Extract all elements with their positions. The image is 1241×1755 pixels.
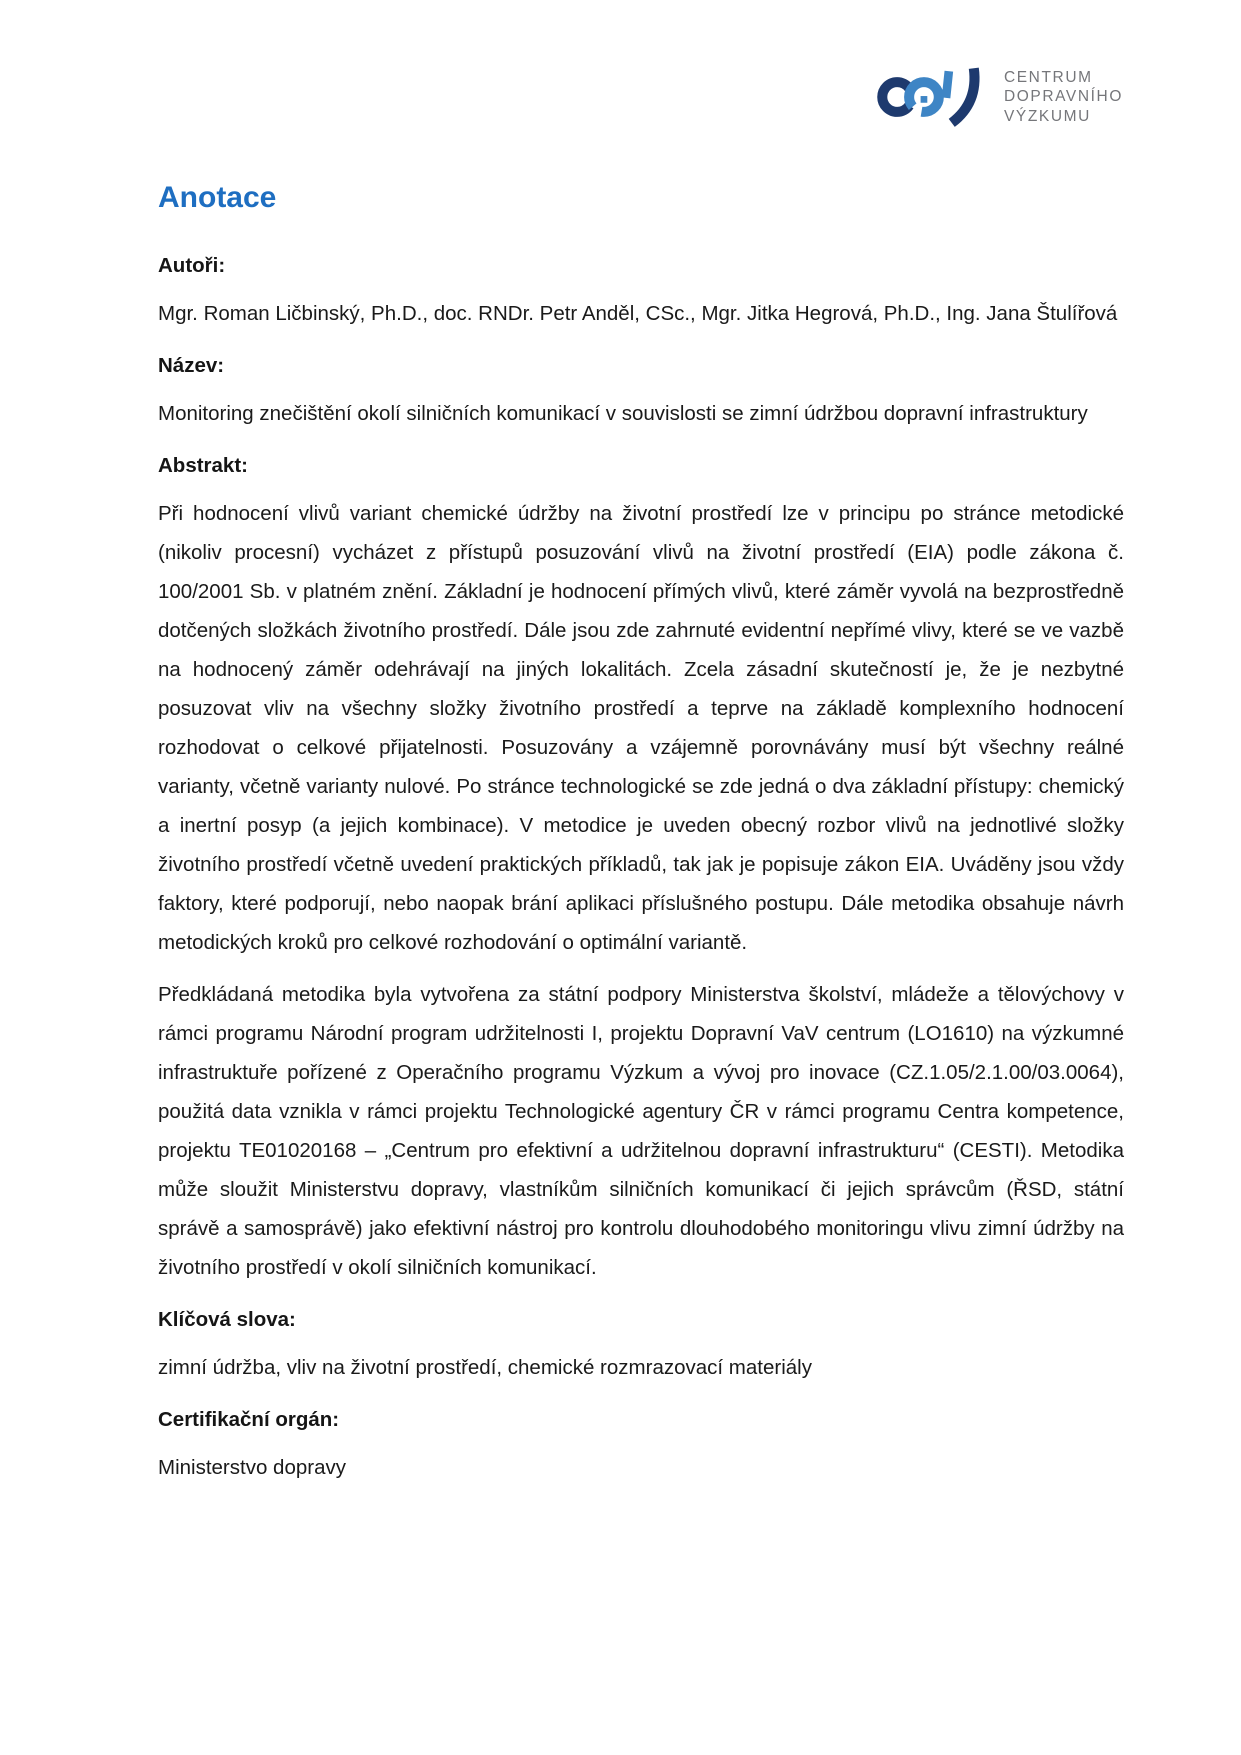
logo-line-3: VÝZKUMU [1003,107,1091,125]
section-title [158,346,1124,433]
section-keywords [158,1300,1124,1387]
cdv-logo-wordmark [1004,68,1123,127]
page-title: Anotace [158,181,277,214]
title-heading: Název: [158,354,225,377]
cdv-logo-icon [877,58,992,136]
section-certification [158,1400,1124,1487]
section-abstract [158,446,1124,1287]
abstract-heading: Abstrakt: [158,454,248,477]
certification-text: Ministerstvo dopravy [158,1456,346,1479]
abstract-paragraph-1: Při hodnocení vlivů variant chemické údržby na životní prostředí lze v principu po stránce metodické (nikoliv procesní) vycházet z přístupů posuzování vlivů na životní prostředí (EIA) podle zákona č. 100/2001 Sb. v platném znění. Základní je hodnocení přímých vlivů, které záměr vyvolá na bezprostředně dotčených složkách životního prostředí. Dále jsou zde zahrnuté evidentní nepřímé vlivy, které se ve vazbě na hodnocený záměr odehrávají na jiných lokalitách. Zcela zásadní skutečností je, že je nezbytné posuzovat vliv na všechny složky životního prostředí a teprve na základě komplexního hodnocení rozhodovat o celkové přijatelnosti. Posuzovány a vzájemně porovnávány musí být všechny reálné varianty, včetně varianty nulové. Po stránce technologické se zde jedná o dva základní přístupy: chemický a inertní posyp (a jejich kombinace). V metodice je uveden obecný rozbor vlivů na jednotlivé složky životního prostředí včetně uvedení praktických příkladů, tak jak je popisuje zákon EIA. Uváděny jsou vždy faktory, které podporují, nebo naopak brání aplikaci příslušného postupu. Dále metodika obsahuje návrh metodických kroků pro celkové rozhodování o optimální variantě. [158,502,1124,954]
document-content [158,180,1124,1500]
abstract-paragraph-2: Předkládaná metodika byla vytvořena za státní podpory Ministerstva školství, mládeže a tělovýchovy v rámci programu Národní program udržitelnosti I, projektu Dopravní VaV centrum (LO1610) na výzkumné infrastruktuře pořízené z Operačního programu Výzkum a vývoj pro inovace (CZ.1.05/2.1.00/03.0064), použitá data vznikla v rámci projektu Technologické agentury ČR v rámci programu Centra kompetence, projektu TE01020168 – „Centrum pro efektivní a udržitelnou dopravní infrastrukturu“ (CESTI). Metodika může sloužit Ministerstvu dopravy, vlastníkům silničních komunikací či jejich správcům (ŘSD, státní správě a samosprávě) jako efektivní nástroj pro kontrolu dlouhodobého monitoringu vlivu zimní údržby na životního prostředí v okolí silničních komunikací. [158,983,1124,1279]
authors-text: Mgr. Roman Ličbinský, Ph.D., doc. RNDr. Petr Anděl, CSc., Mgr. Jitka Hegrová, Ph.D., Ing. Jana Štulířová [158,302,1118,325]
logo-line-1: CENTRUM [1003,68,1093,86]
keywords-heading: Klíčová slova: [158,1308,296,1331]
certification-heading: Certifikační orgán: [158,1408,340,1431]
section-authors [158,246,1124,333]
logo-line-2: DOPRAVNÍHO [1003,88,1123,106]
authors-heading: Autoři: [158,254,226,277]
keywords-text: zimní údržba, vliv na životní prostředí, chemické rozmrazovací materiály [158,1356,812,1379]
cdv-logo [877,58,1123,136]
title-text: Monitoring znečištění okolí silničních komunikací v souvislosti se zimní údržbou dopravní infrastruktury [158,402,1088,425]
